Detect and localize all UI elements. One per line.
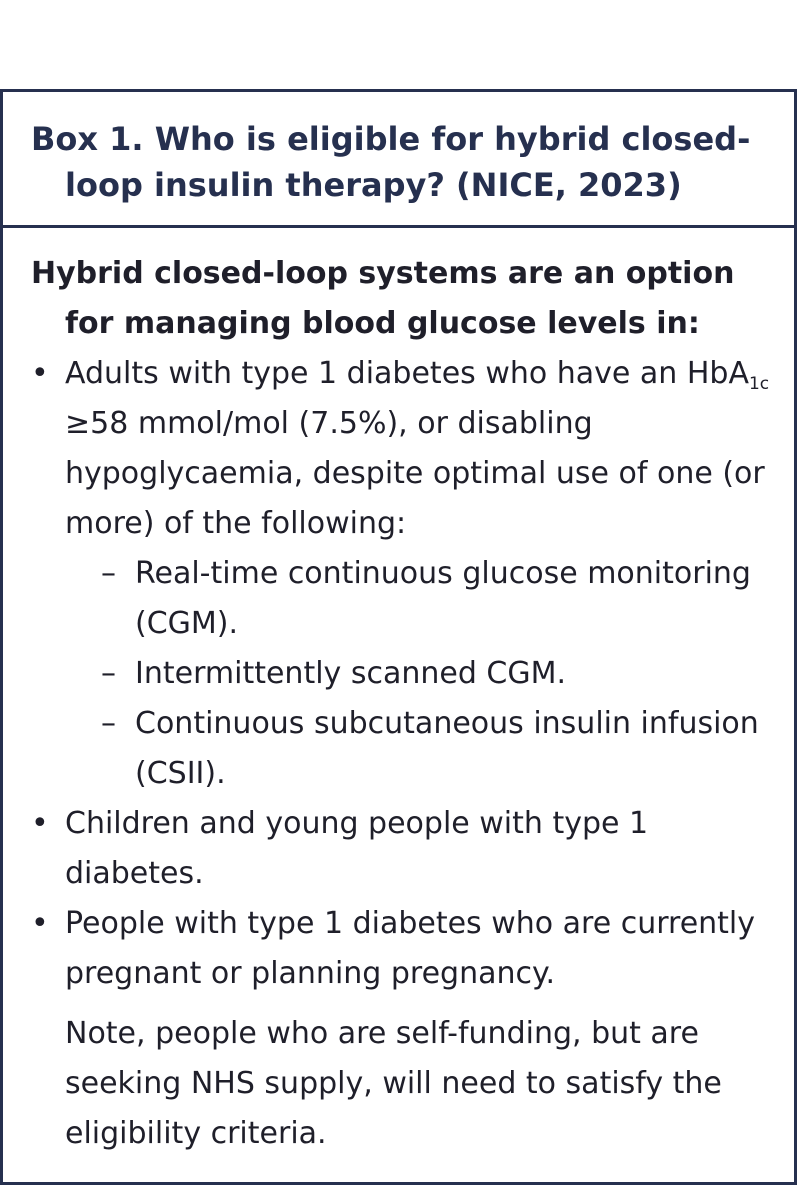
sublist-item-label: Real-time continuous glucose monitoring (CGM).	[135, 556, 751, 641]
bullet-icon: •	[31, 906, 49, 941]
bullet-icon: •	[31, 806, 49, 841]
list-item-children	[31, 799, 783, 899]
note-text: Note, people who are self-funding, but are seeking NHS supply, will need to satisfy the eligibility criteria.	[65, 1016, 722, 1151]
sublist-item-label: Intermittently scanned CGM.	[135, 656, 567, 691]
list-item-adults	[31, 349, 783, 799]
bullet-icon: •	[31, 356, 49, 391]
item-pregnancy-text: People with type 1 diabetes who are currently pregnant or planning pregnancy.	[65, 906, 756, 991]
box-header	[3, 92, 794, 228]
dash-icon: –	[101, 556, 116, 591]
list-item-pregnancy	[31, 899, 783, 999]
item-adults-text-end: ≥58 mmol/mol (7.5%), or disabling hypoglycaemia, despite optimal use of one (or more) of the following:	[65, 406, 765, 541]
eligibility-list	[31, 349, 783, 999]
dash-icon: –	[101, 656, 116, 691]
sublist-item-csii	[65, 699, 783, 799]
eligibility-box	[0, 89, 797, 1185]
hba1c-subscript: 1c	[748, 374, 770, 394]
item-children-text: Children and young people with type 1 diabetes.	[65, 806, 649, 891]
sublist-item-realtime-cgm	[65, 549, 783, 649]
sublist-item-intermittent-cgm	[65, 649, 783, 699]
dash-icon: –	[101, 706, 116, 741]
sublist-item-label: Continuous subcutaneous insulin infusion (CSII).	[135, 706, 759, 791]
item-adults-text-start: Adults with type 1 diabetes who have an HbA	[65, 356, 749, 391]
intro-text: Hybrid closed-loop systems are an option for managing blood glucose levels in:	[31, 256, 735, 341]
treatment-sublist	[65, 549, 783, 799]
box-body	[31, 249, 783, 1159]
box-title: Box 1. Who is eligible for hybrid closed-loop insulin therapy? (NICE, 2023)	[31, 120, 751, 204]
